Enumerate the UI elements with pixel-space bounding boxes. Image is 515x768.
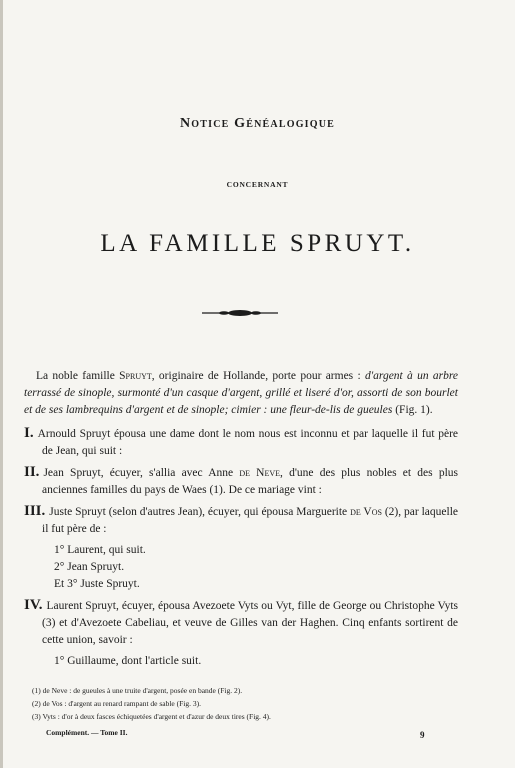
generation-3: III. Juste Spruyt (selon d'autres Jean), écuyer, qui épousa Marguerite de Vos (2), par laquelle il fut père de : bbox=[24, 503, 458, 535]
child-item: 2° Jean Spruyt. bbox=[54, 561, 125, 573]
page-number: 9 bbox=[420, 730, 425, 740]
ornament-divider bbox=[200, 308, 280, 318]
family-heading: LA FAMILLE SPRUYT. bbox=[100, 230, 415, 257]
body-text bbox=[24, 368, 458, 670]
volume-footer: Complément. — Tome II. bbox=[46, 728, 128, 737]
generation-4: IV. Laurent Spruyt, écuyer, épousa Avezoete Vyts ou Vyt, fille de George ou Christophe Vyts (3) et d'Avezoete Cabeliau, et veuve de Gilles van der Haghen. Cinq enfants sortirent de cette union, savoir : bbox=[24, 597, 458, 646]
generation-1: I. Arnould Spruyt épousa une dame dont le nom nous est inconnu et par laquelle il fut père de Jean, qui suit : bbox=[24, 425, 458, 457]
page-title: Notice Généalogique bbox=[179, 116, 336, 131]
footnotes bbox=[32, 684, 462, 723]
child-item: 1° Guillaume, dont l'article suit. bbox=[54, 655, 202, 667]
blazon-text: d'argent à un arbre terrassé de sinople, surmonté d'un casque d'argent, grillé et liseré d'or, assorti de son bourlet et de ses lambrequins d'argent et de sinople; cimier : une fleur-de-lis de gueules bbox=[24, 370, 459, 416]
generation-2: II. Jean Spruyt, écuyer, s'allia avec Anne de Neve, d'une des plus nobles et des plus anciennes familles du pays de Waes (1). De ce mariage vint : bbox=[24, 464, 458, 496]
child-item: Et 3° Juste Spruyt. bbox=[54, 578, 140, 590]
footnote: (1) de Neve : de gueules à une truite d'argent, posée en bande (Fig. 2). bbox=[32, 686, 243, 695]
subtitle-concernant: CONCERNANT bbox=[226, 180, 289, 189]
intro-paragraph: La noble famille Spruyt, originaire de Hollande, porte pour armes : d'argent à un arbre terrassé de sinople, surmonté d'un casque d'argent, grillé et liseré d'or, assorti de son bourlet et de ses lambrequins d'argent et de sinople; cimier : une fleur-de-lis de gueules (Fig. 1). bbox=[24, 370, 459, 416]
child-item: 1° Laurent, qui suit. bbox=[54, 544, 146, 556]
footnote: (2) de Vos : d'argent au renard rampant de sable (Fig. 3). bbox=[32, 699, 202, 708]
footnote: (3) Vyts : d'or à deux fasces échiquetées d'argent et d'azur de deux tires (Fig. 4). bbox=[32, 712, 271, 721]
